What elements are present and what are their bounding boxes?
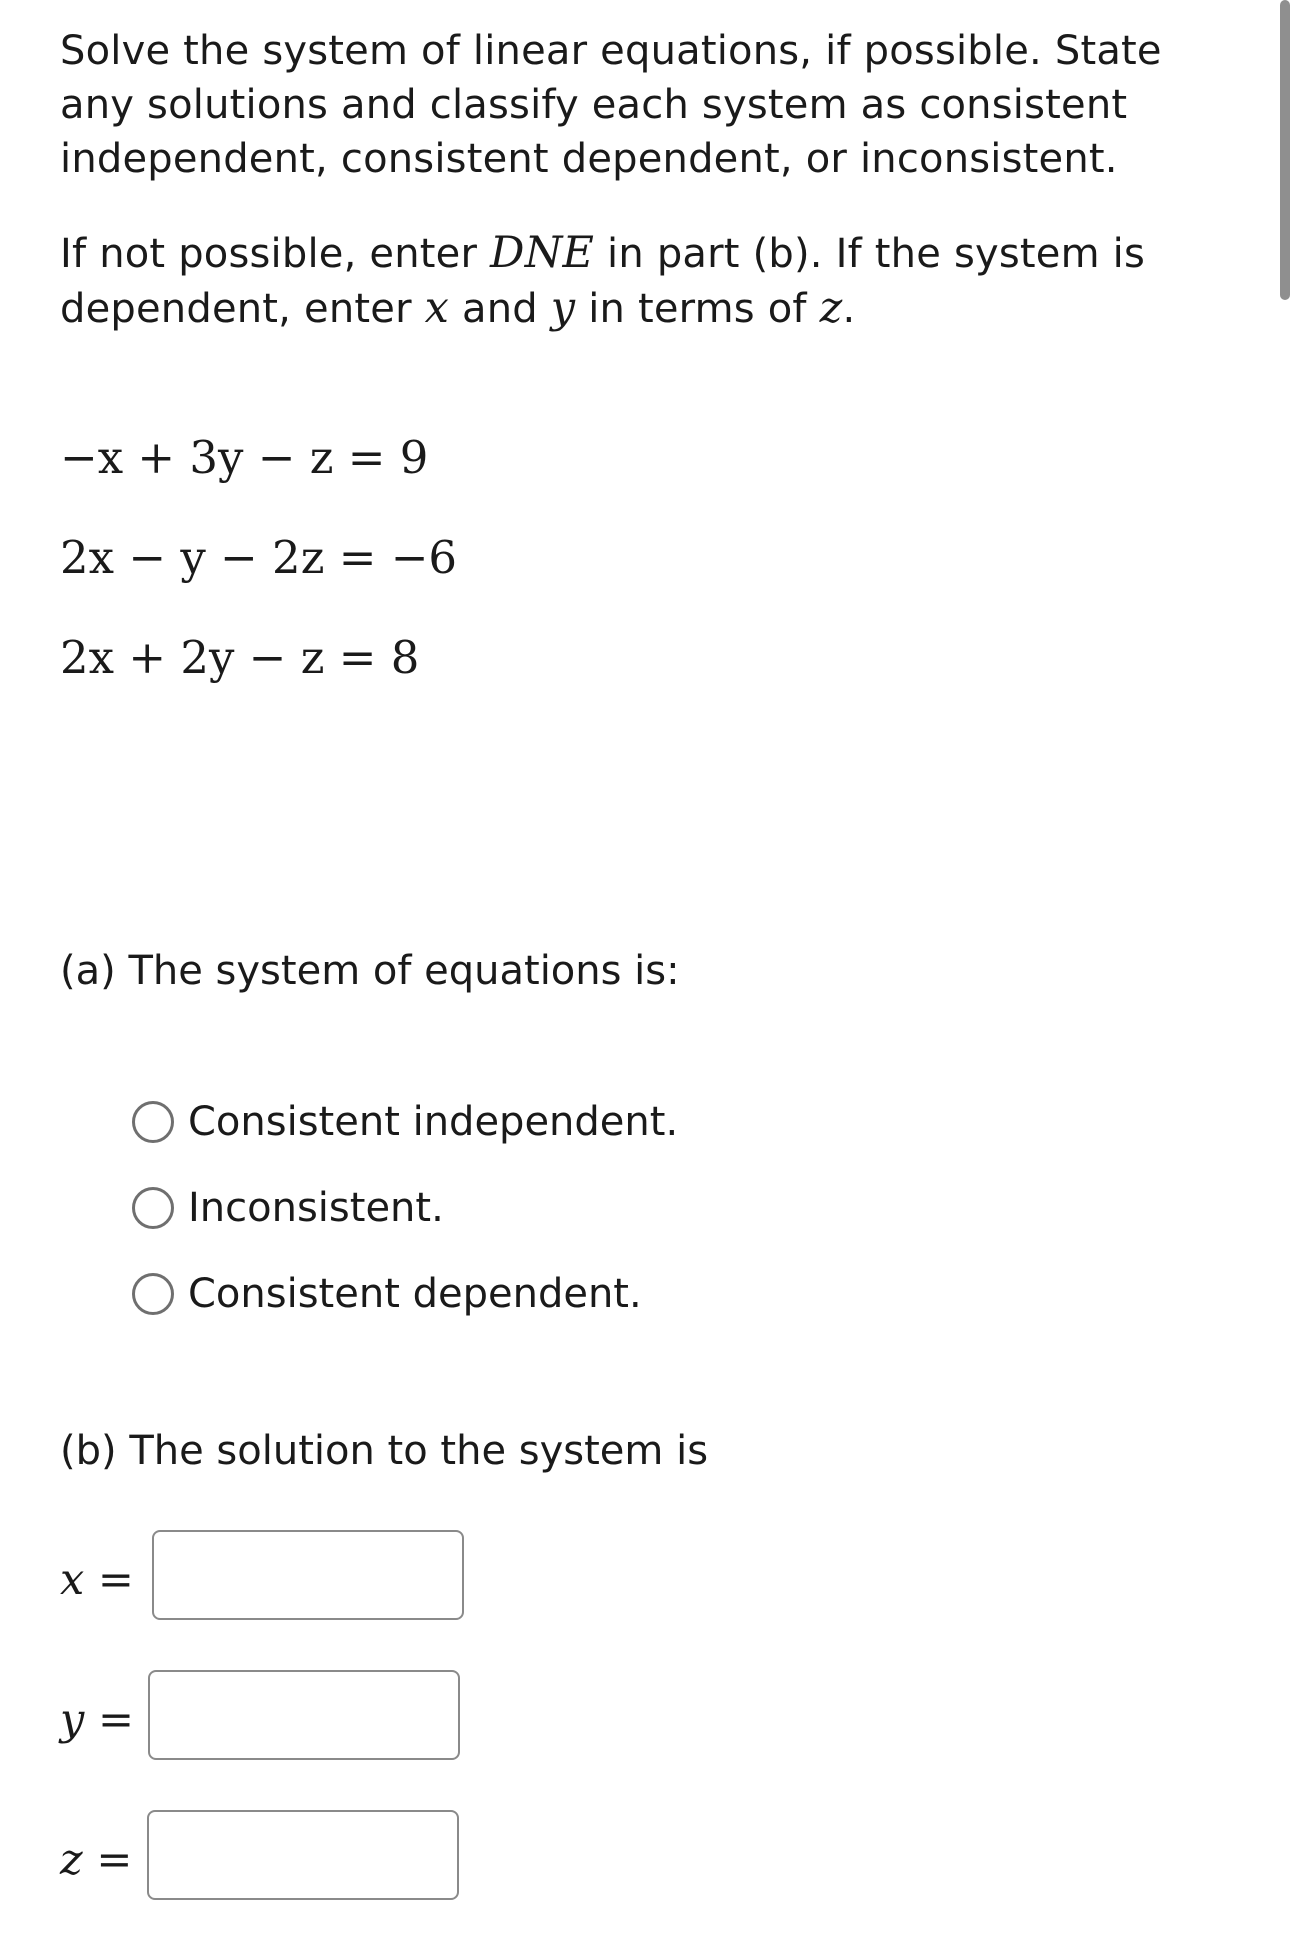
note-text-4: in terms of [575,286,820,332]
z-equals-label [60,1828,132,1890]
z-label-text: z = [60,1835,133,1885]
x-label-text: x = [60,1555,134,1605]
equation-1: −x + 3y − z = 9 [60,431,429,484]
note-text-2: in part (b). If the system is dependent, enter [60,231,1146,332]
radio-button[interactable] [132,1187,174,1229]
option-label: Consistent independent. [188,1099,679,1145]
part-a-label: (a) The system of equations is: [60,948,680,994]
option-consistent-dependent[interactable] [132,1264,642,1324]
y-label-text: y = [60,1695,134,1745]
option-label: Consistent dependent. [188,1271,642,1317]
problem-note [60,226,1240,336]
x-answer-input[interactable] [152,1530,464,1620]
equation-3: 2x + 2y − z = 8 [60,631,420,684]
radio-button[interactable] [132,1101,174,1143]
problem-instructions [60,24,1240,186]
var-z: z [819,283,843,333]
z-answer-input[interactable] [147,1810,459,1900]
dne-keyword: DNE [490,228,595,278]
equation-2: 2x − y − 2z = −6 [60,531,458,584]
option-consistent-independent[interactable] [132,1092,678,1152]
y-equals-label [60,1688,134,1750]
var-x: x [424,283,450,333]
note-text-5: . [842,286,856,332]
part-b-label: (b) The solution to the system is [60,1428,709,1474]
note-text-1: If not possible, enter [60,231,491,277]
radio-button[interactable] [132,1273,174,1315]
scrollbar-thumb[interactable] [1280,0,1290,300]
option-inconsistent[interactable] [132,1178,444,1238]
note-text-3: and [449,286,551,332]
x-equals-label [60,1548,134,1610]
instructions-text: Solve the system of linear equations, if possible. State any solutions and classify each system as consistent independent, consistent dependent, or inconsistent. [60,28,1162,182]
option-label: Inconsistent. [188,1185,444,1231]
var-y: y [550,283,576,333]
y-answer-input[interactable] [148,1670,460,1760]
